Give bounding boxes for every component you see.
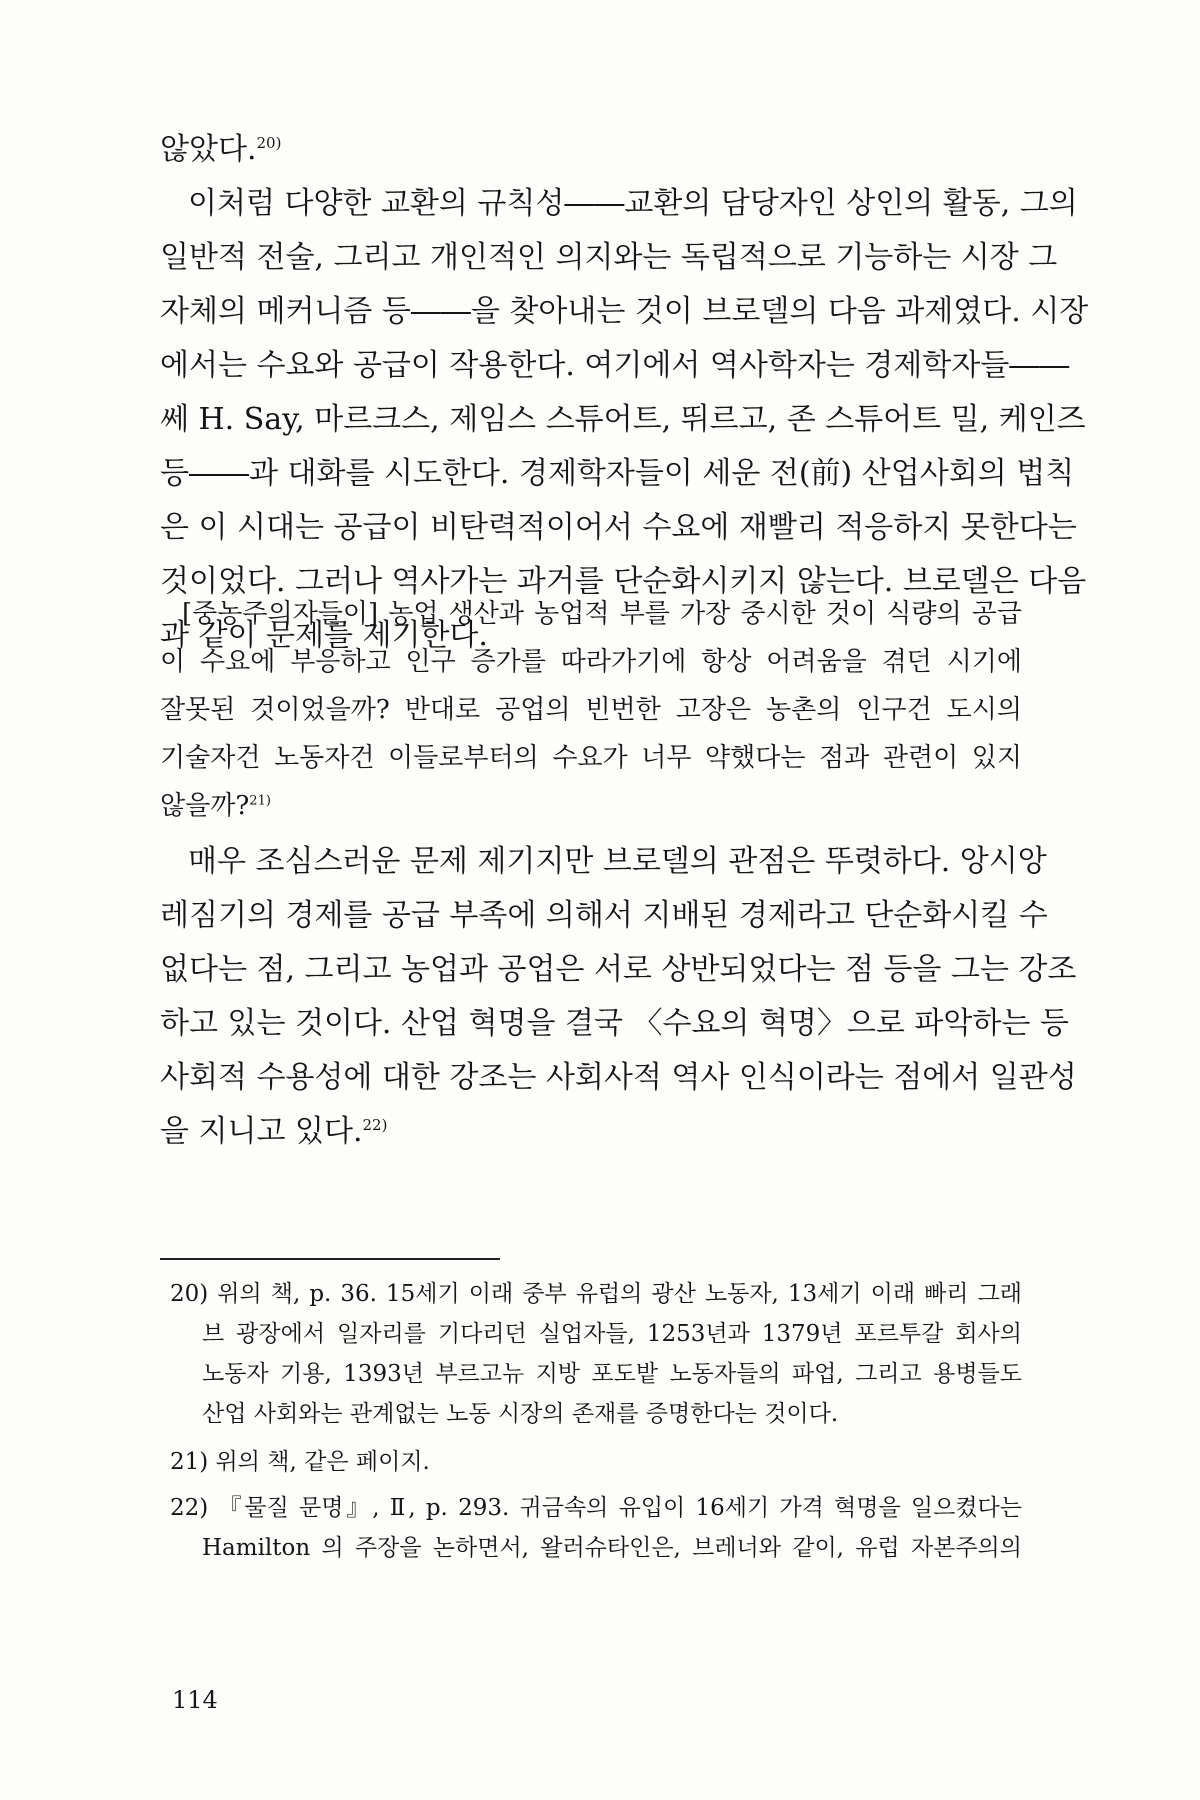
footnote-line: 산업 사회와는 관계없는 노동 시장의 존재를 증명한다는 것이다. [202,1401,839,1427]
text-line: 은 이 시대는 공급이 비탄력적이어서 수요에 재빨리 적응하지 못한다는 [160,510,1077,545]
footnote-line: 노동자 기용, 1393년 부르고뉴 지방 포도밭 노동자들의 파업, 그리고 용병들도 [202,1361,1022,1387]
text-line: 일반적 전술, 그리고 개인적인 의지와는 독립적으로 기능하는 시장 그 [160,240,1058,275]
text-line: 것이었다. 그러나 역사가는 과거를 단순화시키지 않는다. 브로델은 다음 [160,564,1087,599]
footnote-ref[interactable]: 20) [256,134,282,152]
text-line: 매우 조심스러운 문제 제기지만 브로델의 관점은 뚜렷하다. 앙시앙 [188,844,1047,879]
footnote-ref[interactable]: 22) [362,1116,388,1134]
text-line: 자체의 메커니즘 등――을 찾아내는 것이 브로델의 다음 과제였다. 시장 [160,294,1089,329]
text-line: 레짐기의 경제를 공급 부족에 의해서 지배된 경제라고 단순화시킬 수 [160,898,1048,933]
footnote-line: Hamilton 의 주장을 논하면서, 왈러슈타인은, 브레너와 같이, 유럽 자본주의의 [202,1535,1022,1561]
footnote-ref[interactable]: 21) [249,793,271,809]
page-number: 114 [172,1686,218,1714]
quote-line: 기술자건 노동자건 이들로부터의 수요가 너무 약했다는 점과 관련이 있지 [160,743,1022,773]
text-line: 쎄 H. Say, 마르크스, 제임스 스튜어트, 뛰르고, 존 스튜어트 밀, 케인즈 [160,402,1086,437]
text-line: 않았다.$^{20)}$ [160,132,282,167]
footnote-line: 21) 위의 책, 같은 페이지. [170,1449,430,1475]
quote-line: [중농주의자들이] 농업 생산과 농업적 부를 가장 중시한 것이 식량의 공급 [182,599,1022,629]
text-line: 없다는 점, 그리고 농업과 공업은 서로 상반되었다는 점 등을 그는 강조 [160,952,1077,987]
footnote-line: 22) 『물질 문명』, Ⅱ, p. 293. 귀금속의 유입이 16세기 가격 혁명을 일으켰다는 [170,1495,1022,1521]
text-line: 사회적 수용성에 대한 강조는 사회사적 역사 인식이라는 점에서 일관성 [160,1060,1077,1095]
text-line: 을 지니고 있다.$^{22)}$ [160,1114,388,1149]
quote-line: 잘못된 것이었을까? 반대로 공업의 빈번한 고장은 농촌의 인구건 도시의 [160,695,1022,725]
footnote-line: 20) 위의 책, p. 36. 15세기 이래 중부 유럽의 광산 노동자, 13세기 이래 빠리 그래 [170,1281,1022,1307]
text-line: 이처럼 다양한 교환의 규칙성――교환의 담당자인 상인의 활동, 그의 [188,186,1078,221]
text-line: 등――과 대화를 시도한다. 경제학자들이 세운 전(前) 산업사회의 법칙 [160,456,1075,491]
text-line: 에서는 수요와 공급이 작용한다. 여기에서 역사학자는 경제학자들―― [160,348,1070,383]
text-line: 과 같이 문제를 제기한다. [160,618,488,653]
quote-line: 않을까?$^{21)}$ [160,791,271,821]
footnote-divider [160,1258,500,1260]
quote-line: 이 수요에 부응하고 인구 증가를 따라가기에 항상 어려움을 겪던 시기에 [160,647,1022,677]
footnote-line: 브 광장에서 일자리를 기다리던 실업자들, 1253년과 1379년 포르투갈 회사의 [202,1321,1022,1347]
text-line: 하고 있는 것이다. 산업 혁명을 결국 〈수요의 혁명〉으로 파악하는 등 [160,1006,1069,1041]
